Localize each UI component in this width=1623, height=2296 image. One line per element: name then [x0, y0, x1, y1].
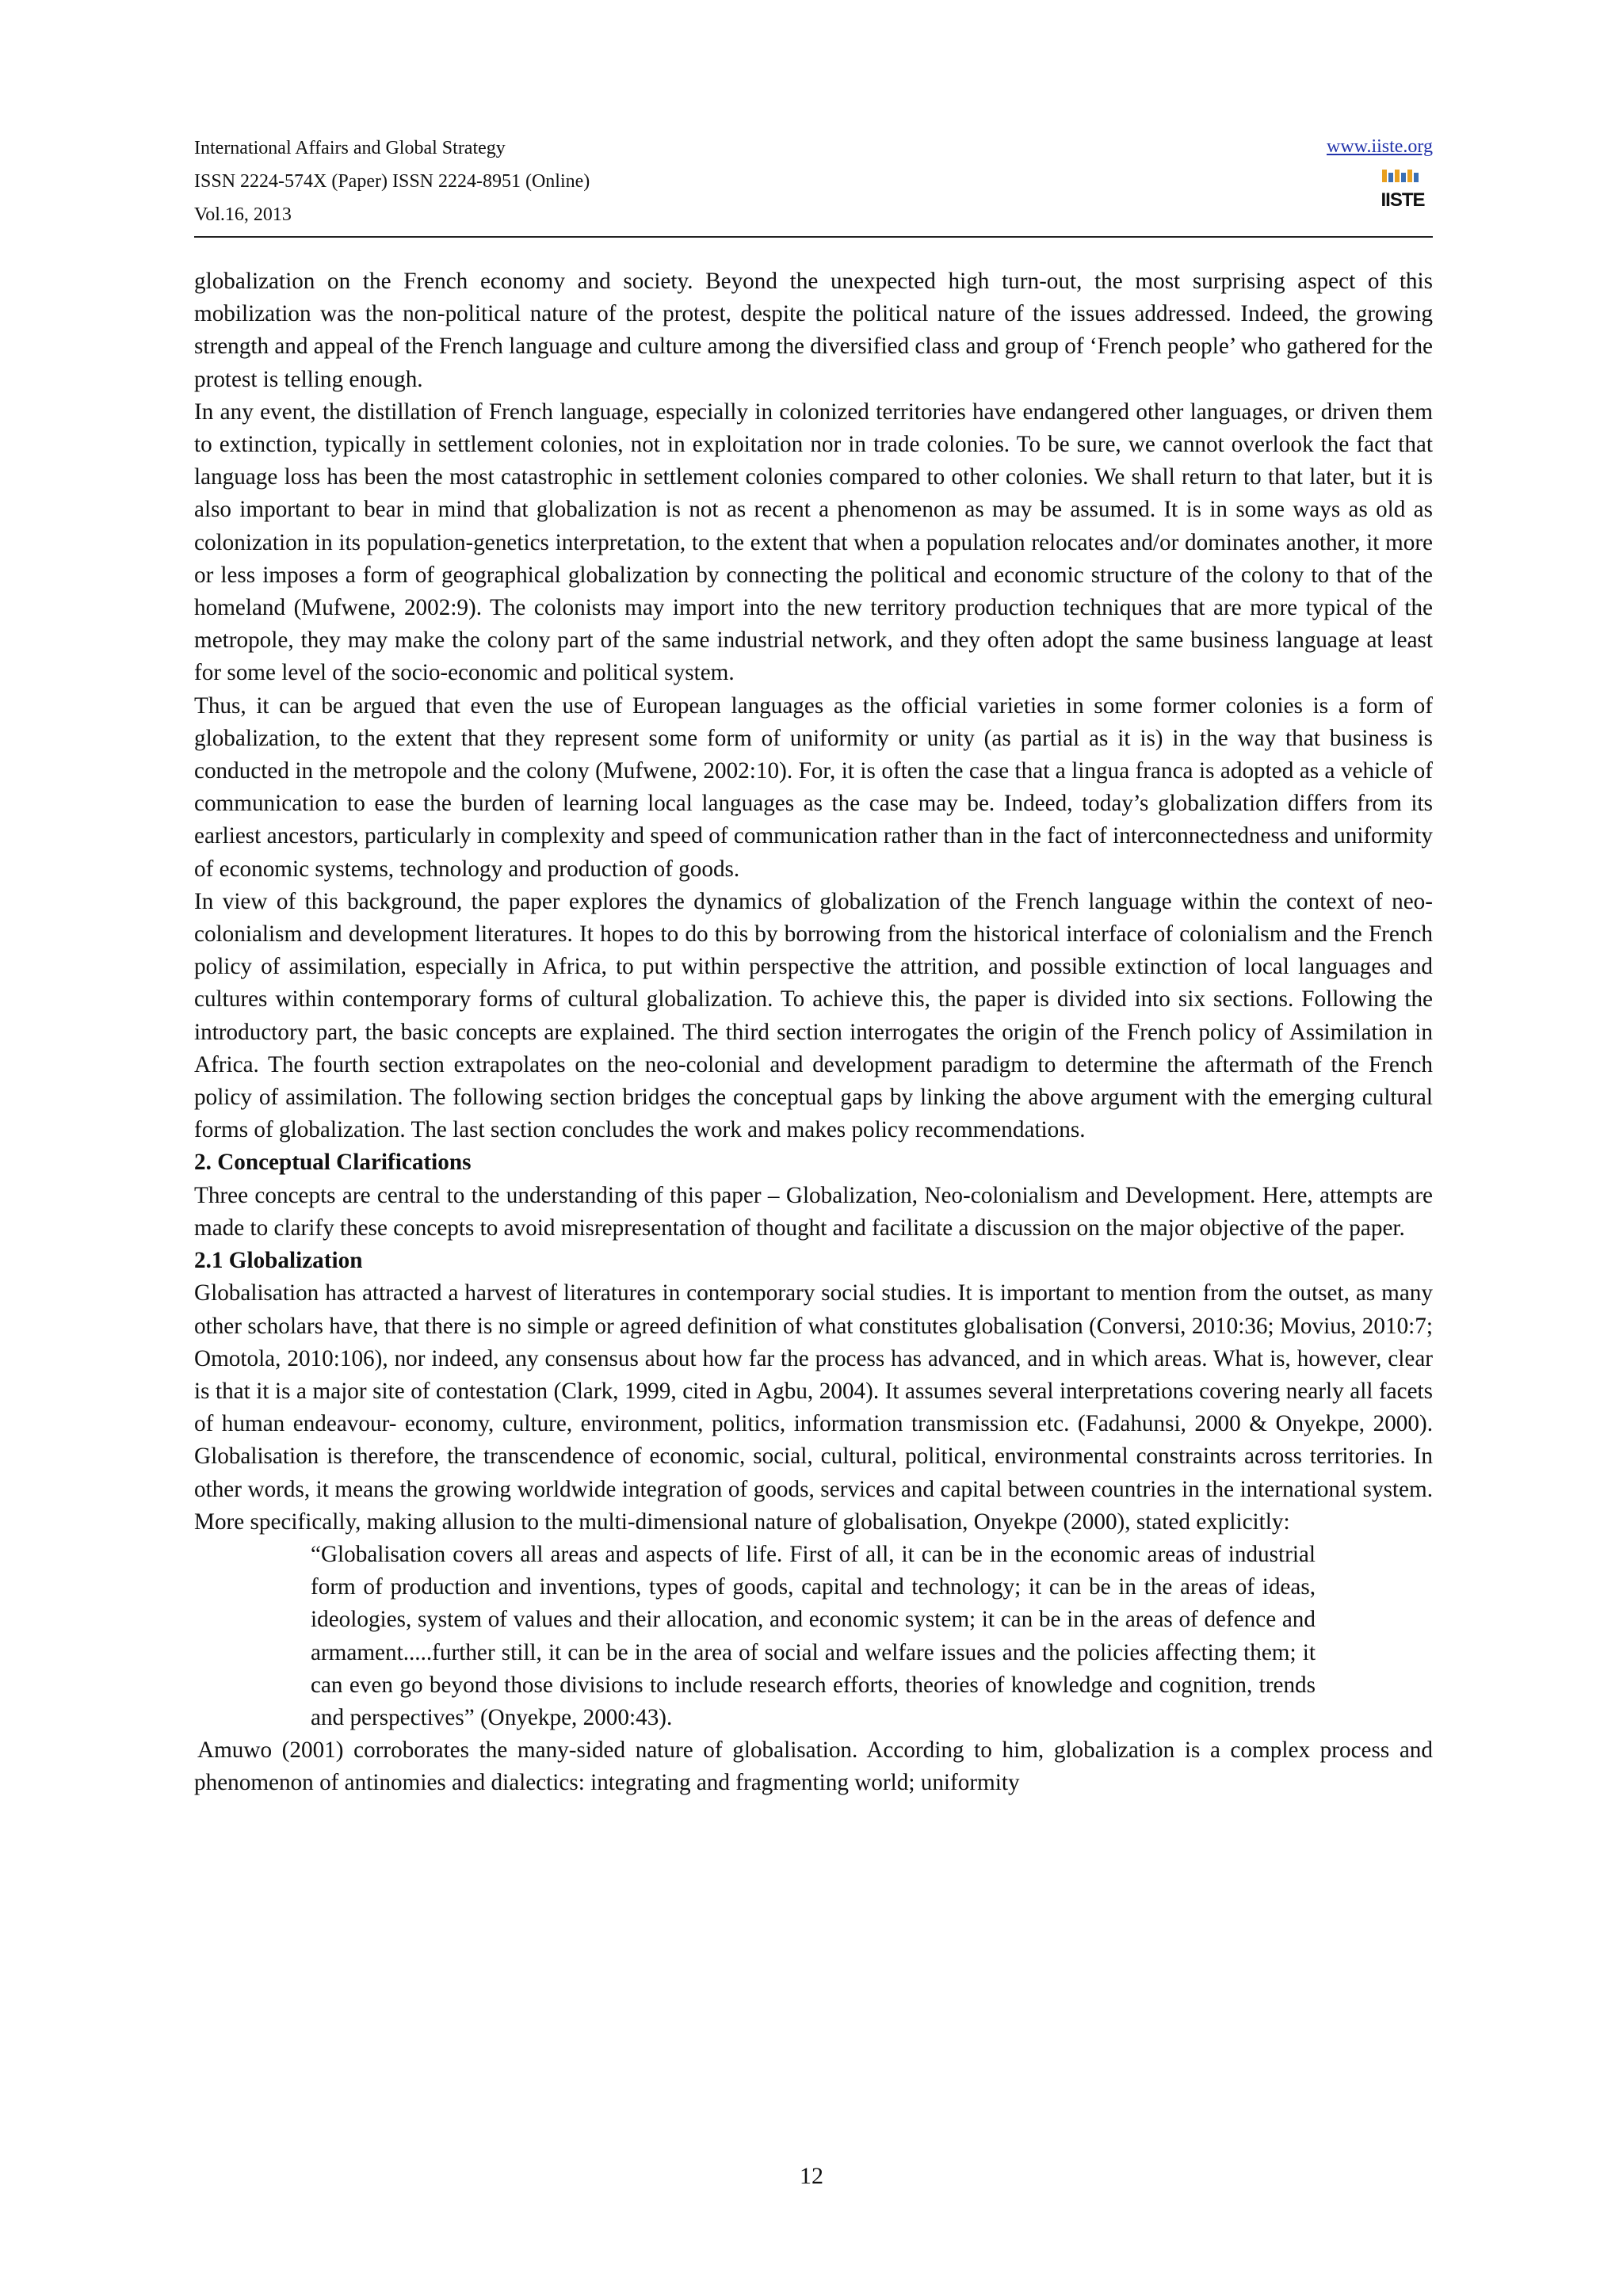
- paragraph-7: Amuwo (2001) corroborates the many-sided nature of globalisation. According to him, globalization is a complex process and phenomenon of antinomies and dialectics: integrating and fragmenting world; uniformity: [194, 1737, 1433, 1796]
- article-body: [194, 265, 1433, 1800]
- journal-url-link[interactable]: www.iiste.org: [1327, 136, 1433, 157]
- block-quote: “Globalisation covers all areas and aspects of life. First of all, it can be in the economic areas of industrial form of production and inventions, types of goods, capital and technology; it can be in the areas of ideas, ideologies, system of values and their allocation, and economic system; it can be in the areas of defence and armament.....further still, it can be in the area of social and welfare issues and the policies affecting them; it can even go beyond those divisions to include research efforts, theories of knowledge and cognition, trends and perspectives” (Onyekpe, 2000:43).: [311, 1541, 1316, 1730]
- iiste-logo-icon: [1379, 168, 1426, 209]
- header-rule: [194, 236, 1433, 238]
- journal-title: International Affairs and Global Strategy: [194, 138, 506, 158]
- paragraph-1: globalization on the French economy and society. Beyond the unexpected high turn-out, the most surprising aspect of this mobilization was the non-political nature of the protest, despite the political nature of the issues addressed. Indeed, the growing strength and appeal of the French language and culture among the diversified class and group of ‘French people’ who gathered for the protest is telling enough.: [194, 269, 1433, 392]
- paragraph-3: Thus, it can be argued that even the use of European languages as the official varieties in some former colonies is a form of globalization, to the extent that they represent some form of uniformity or unity (as partial as it is) in the way that business is conducted in the metropole and the colony (Mufwene, 2002:10). For, it is often the case that a lingua franca is adopted as a vehicle of communication to ease the burden of learning local languages as the case may be. Indeed, today’s globalization differs from its earliest ancestors, particularly in complexity and speed of communication rather than in the fact of interconnectedness and uniformity of economic systems, technology and production of goods.: [194, 692, 1433, 882]
- paragraph-2: In any event, the distillation of French language, especially in colonized territories have endangered other languages, or driven them to extinction, typically in settlement colonies, not in exploitation nor in trade colonies. To be sure, we cannot overlook the fact that language loss has been the most catastrophic in settlement colonies compared to other colonies. We shall return to that later, but it is also important to bear in mind that globalization is not as recent a phenomenon as may be assumed. It is in some ways as old as colonization in its population-genetics interpretation, to the extent that when a population relocates and/or dominates another, it more or less imposes a form of geographical globalization by connecting the political and economic structure of the colony to that of the homeland (Mufwene, 2002:9). The colonists may import into the new territory production techniques that are more typical of the metropole, they may make the colony part of the same industrial network, and they often adopt the same business language at least for some level of the socio-economic and political system.: [194, 399, 1433, 686]
- logo-lettering: IISTE: [1381, 189, 1425, 209]
- section-heading-conceptual-clarifications: 2. Conceptual Clarifications: [194, 1150, 472, 1176]
- volume-line: Vol.16, 2013: [194, 204, 292, 225]
- paragraph-4: In view of this background, the paper explores the dynamics of globalization of the French language within the context of neo-colonialism and development literatures. It hopes to do this by borrowing from the historical interface of colonialism and the French policy of assimilation, especially in Africa, to put within perspective the attrition, and possible extinction of local languages and cultures within contemporary forms of cultural globalization. To achieve this, the paper is divided into six sections. Following the introductory part, the basic concepts are explained. The third section interrogates the origin of the French policy of Assimilation in Africa. The fourth section extrapolates on the neo-colonial and development paradigm to determine the aftermath of the French policy of assimilation. The following section bridges the conceptual gaps by linking the above argument with the emerging cultural forms of globalization. The last section concludes the work and makes policy recommendations.: [194, 888, 1433, 1143]
- subsection-heading-globalization: 2.1 Globalization: [194, 1248, 363, 1274]
- page-number: 12: [800, 2163, 823, 2189]
- paragraph-6: Globalisation has attracted a harvest of literatures in contemporary social studies. It is important to mention from the outset, as many other scholars have, that there is no simple or agreed definition of what constitutes globalisation (Conversi, 2010:36; Movius, 2010:7; Omotola, 2010:106), nor indeed, any consensus about how far the process has advanced, and in which areas. What is, however, clear is that it is a major site of contestation (Clark, 1999, cited in Agbu, 2004). It assumes several interpretations covering nearly all facets of human endeavour- economy, culture, environment, politics, information transmission etc. (Fadahunsi, 2000 & Onyekpe, 2000). Globalisation is therefore, the transcendence of economic, social, cultural, political, environmental constraints across territories. In other words, it means the growing worldwide integration of goods, services and capital between countries in the international system. More specifically, making allusion to the multi-dimensional nature of globalisation, Onyekpe (2000), stated explicitly:: [194, 1280, 1433, 1535]
- issn-line: ISSN 2224-574X (Paper) ISSN 2224-8951 (Online): [194, 171, 590, 192]
- page-header: [194, 136, 1433, 238]
- paragraph-5: Three concepts are central to the understanding of this paper – Globalization, Neo-colonialism and Development. Here, attempts are made to clarify these concepts to avoid misrepresentation of thought and facilitate a discussion on the major objective of the paper.: [194, 1182, 1433, 1241]
